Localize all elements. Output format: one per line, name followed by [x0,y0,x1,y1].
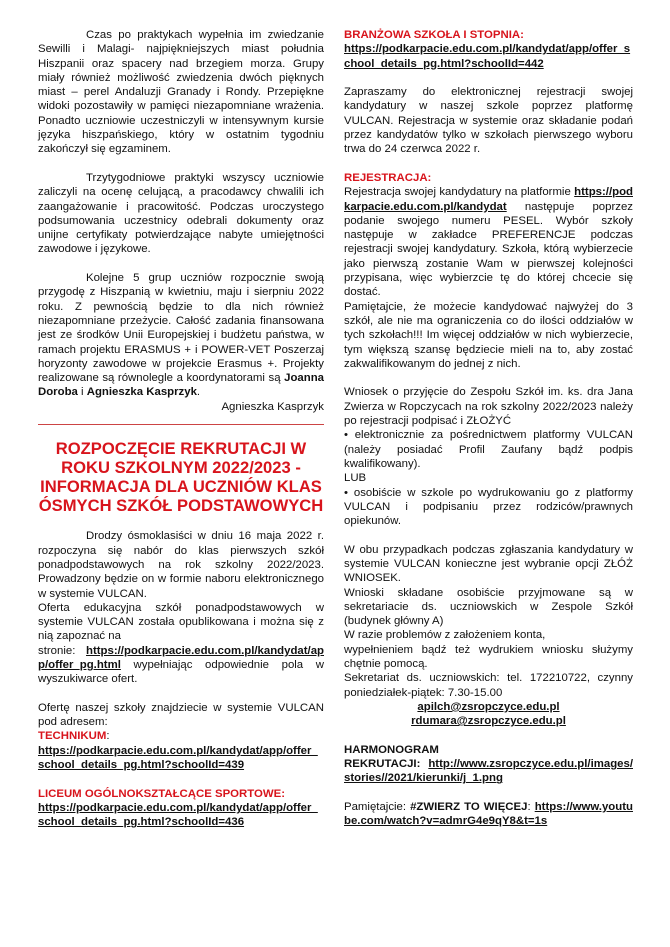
paragraph-next-groups [38,271,324,400]
youtube-link[interactable]: https://www.youtube.com/watch?v=admrG4e9qY8&t=1s [344,801,633,828]
paragraph-three-schools: Pamiętajcie, że możecie kandydować najwyżej do 3 szkół, ale nie ma ograniczenia co do ilości oddziałów w tych szkołach!!! Im więcej oddziałów w nich wybierzecie, tym większą szansę będziecie mieli na to, aby zostać zakwalifikowanym do jednej z nich. [344,300,633,370]
paragraph-help: wypełnieniem bądź też wydrukiem wniosku służymy chętnie pomocą. [344,643,633,671]
paragraph-in-person-submission: Wnioski składane osobiście przyjmowane są w sekretariacie ds. uczniowskich w Zespole Szkół (budynek główny A) [344,586,633,628]
paragraph-our-offer: Ofertę naszej szkoły znajdziecie w systemie VULCAN pod adresem: [38,701,324,729]
liceum-link[interactable]: https://podkarpacie.edu.com.pl/kandydat/app/offer_school_details_pg.html?schoolId=436 [38,801,318,829]
coordinator-1: Joanna Doroba [38,372,324,399]
harmonogram-line [344,757,633,786]
or-label: LUB [344,472,367,485]
coordinator-and: i [77,386,87,399]
branzowa-link[interactable]: https://podkarpacie.edu.com.pl/kandydat/app/offer_school_details_pg.html?schoolId=442 [344,43,631,70]
author-signature: Agnieszka Kasprzyk [221,400,324,413]
harmonogram-link[interactable]: http://www.zsropczyce.edu.pl/images/stories//2021/kierunki/j_1.png [344,758,633,785]
offer-published-text: Oferta edukacyjna szkół ponadpodstawowych w systemie VULCAN została opublikowana i można się z nią zapoznać na [38,601,324,643]
closing-hashtag: #ZWIERZ TO WIĘCEJ [410,801,528,814]
registration-link[interactable]: https://podkarpacie.edu.com.pl/kandydat [344,186,633,213]
closing-colon: : [527,801,535,814]
paragraph-recruitment-start: Drodzy ósmoklasiści w dniu 16 maja 2022 r. rozpoczyna się nabór do klas pierwszych szkół ponadpodstawowych na rok szkolny 2022/2023. Prowadzony będzie on w formie naboru elektronicznego w systemie VULCAN. [38,530,324,600]
recruitment-headline: ROZPOCZĘCIE REKRUTACJI W ROKU SZKOLNYM 2022/2023 - INFORMACJA DLA UCZNIÓW KLAS ÓSMYCH SZKÓŁ PODSTAWOWYCH [38,439,324,516]
rekrutacji-label: REKRUTACJI: [344,758,429,771]
branzowa-label: BRANŻOWA SZKOŁA I STOPNIA: [344,29,524,41]
paragraph-offer-published [38,601,324,644]
offer-link-suffix: wypełniając odpowiednie pola w wyszukiwarce ofert. [38,658,324,686]
technikum-link[interactable]: https://podkarpacie.edu.com.pl/kandydat/app/offer_school_details_pg.html?schoolId=439 [38,744,318,772]
section-divider [38,424,324,425]
coordinator-2: Agnieszka Kasprzyk [86,386,197,399]
technikum-heading [38,729,324,743]
registration-text-post: następuje poprzez podanie swojego numeru PESEL. Wybór szkoły następuje w zakładce PREFERENCJE podczas rejestracji swojej kandydatury. Szkoła, którą wybierzecie jako pierwszą zostanie Wam w pierwszej kolejności przypisana, więc wybierzcie tę do której chcecie się dostać. [344,200,633,299]
paragraph-invitation: Zapraszamy do elektronicznej rejestracji swojej kandydatury w naszej szkole poprzez platformę VULCAN. Rejestracja w systemie oraz składanie podań przez kandydatów tylko w szkołach pierwszego wyboru trwa do 24 czerwca 2022 r. [344,86,633,156]
bullet-electronic: • elektronicznie za pośrednictwem platformy VULCAN (należy posiadać Profil Zaufany bądź podpis kwalifikowany). [344,429,633,470]
closing-prefix: Pamiętajcie: [344,801,411,814]
technikum-colon: : [106,730,110,743]
email-apilch[interactable]: apilch@zsropczyce.edu.pl [417,700,560,713]
paragraph-internship-results: Trzytygodniowe praktyki wszyscy uczniowie zaliczyli na ocenę celującą, a pracodawcy chwalili ich zaangażowanie i pracowitość. Podczas uroczystego podsumowania uczestnicy odebrali dokumenty oraz unijne certyfikaty potwierdzające nabyte umiejętności zawodowe i językowe. [38,171,324,256]
harmonogram-label: HARMONOGRAM [344,743,439,756]
paragraph-both-cases: W obu przypadkach podczas zgłaszania kandydatury w systemie VULCAN konieczne jest wybranie opcji ZŁÓŻ WNIOSEK. [344,543,633,585]
liceum-label: LICEUM OGÓLNOKSZTAŁCĄCE SPORTOWE: [38,787,286,800]
registration-label: REJESTRACJA: [344,171,432,184]
email-rdumara[interactable]: rdumara@zsropczyce.edu.pl [411,715,566,728]
technikum-label: TECHNIKUM [38,730,107,743]
paragraph-offer-link [38,644,324,687]
paragraph-andalusia: Czas po praktykach wypełnia im zwiedzanie Sewilli i Malagi- najpiękniejszych miast południa Hiszpanii oraz spacery nad brzegiem morza. Grupy miały również możliwość zwiedzenia dwóch pięknych miast – perel Andaluzji Granady i Rondy. Przepiękne widoki pozostawiły w pamięci niezapomniane wrażenia. Ponadto uczniowie uczestniczyli w intensywnym kursie języka hiszpańskiego, który w ostatnim tygodniu zakończył się egzaminem. [38,29,324,156]
left-column [38,28,324,830]
paragraph-application: Wniosek o przyjęcie do Zespołu Szkół im. ks. dra Jana Zwierza w Ropczycach na rok szkolny 2022/2023 należy po rejestracji podpisać i ZŁOŻYĆ [344,386,633,428]
coordinator-end: . [196,386,201,399]
offer-search-link[interactable]: https://podkarpacie.edu.com.pl/kandydat/app/offer_pg.html [38,644,324,671]
bullet-in-person: • osobiście w szkole po wydrukowaniu go z platformy VULCAN i podpisaniu przez rodziców/prawnych opiekunów. [344,486,633,528]
next-groups-text: Kolejne 5 grup uczniów rozpocznie swoją przygodę z Hiszpanią w kwietniu, maju i sierpniu 2022 roku. Z pewnością będzie to dla nich również niezapomniane przeżycie. Całość zadania finansowana jest ze środków Unii Europejskiej i budżetu państwa, w ramach projektu ERASMUS + i POWER-VET Poszerzaj horyzonty zawodowe w projekcie Erasmus +. Projekty realizowane są równolegle a koordynatorami są [38,272,324,385]
closing-line [344,800,633,829]
paragraph-registration [344,185,633,299]
right-column [344,28,633,829]
paragraph-secretariat: Sekretariat ds. uczniowskich: tel. 172210722, czynny poniedziałek-piątek: 7.30-15.00 [344,672,633,699]
registration-text-pre: Rejestracja swojej kandydatury na platformie [344,186,575,199]
paragraph-problems: W razie problemów z założeniem konta, [344,629,546,642]
offer-link-prefix: stronie: [38,644,87,657]
